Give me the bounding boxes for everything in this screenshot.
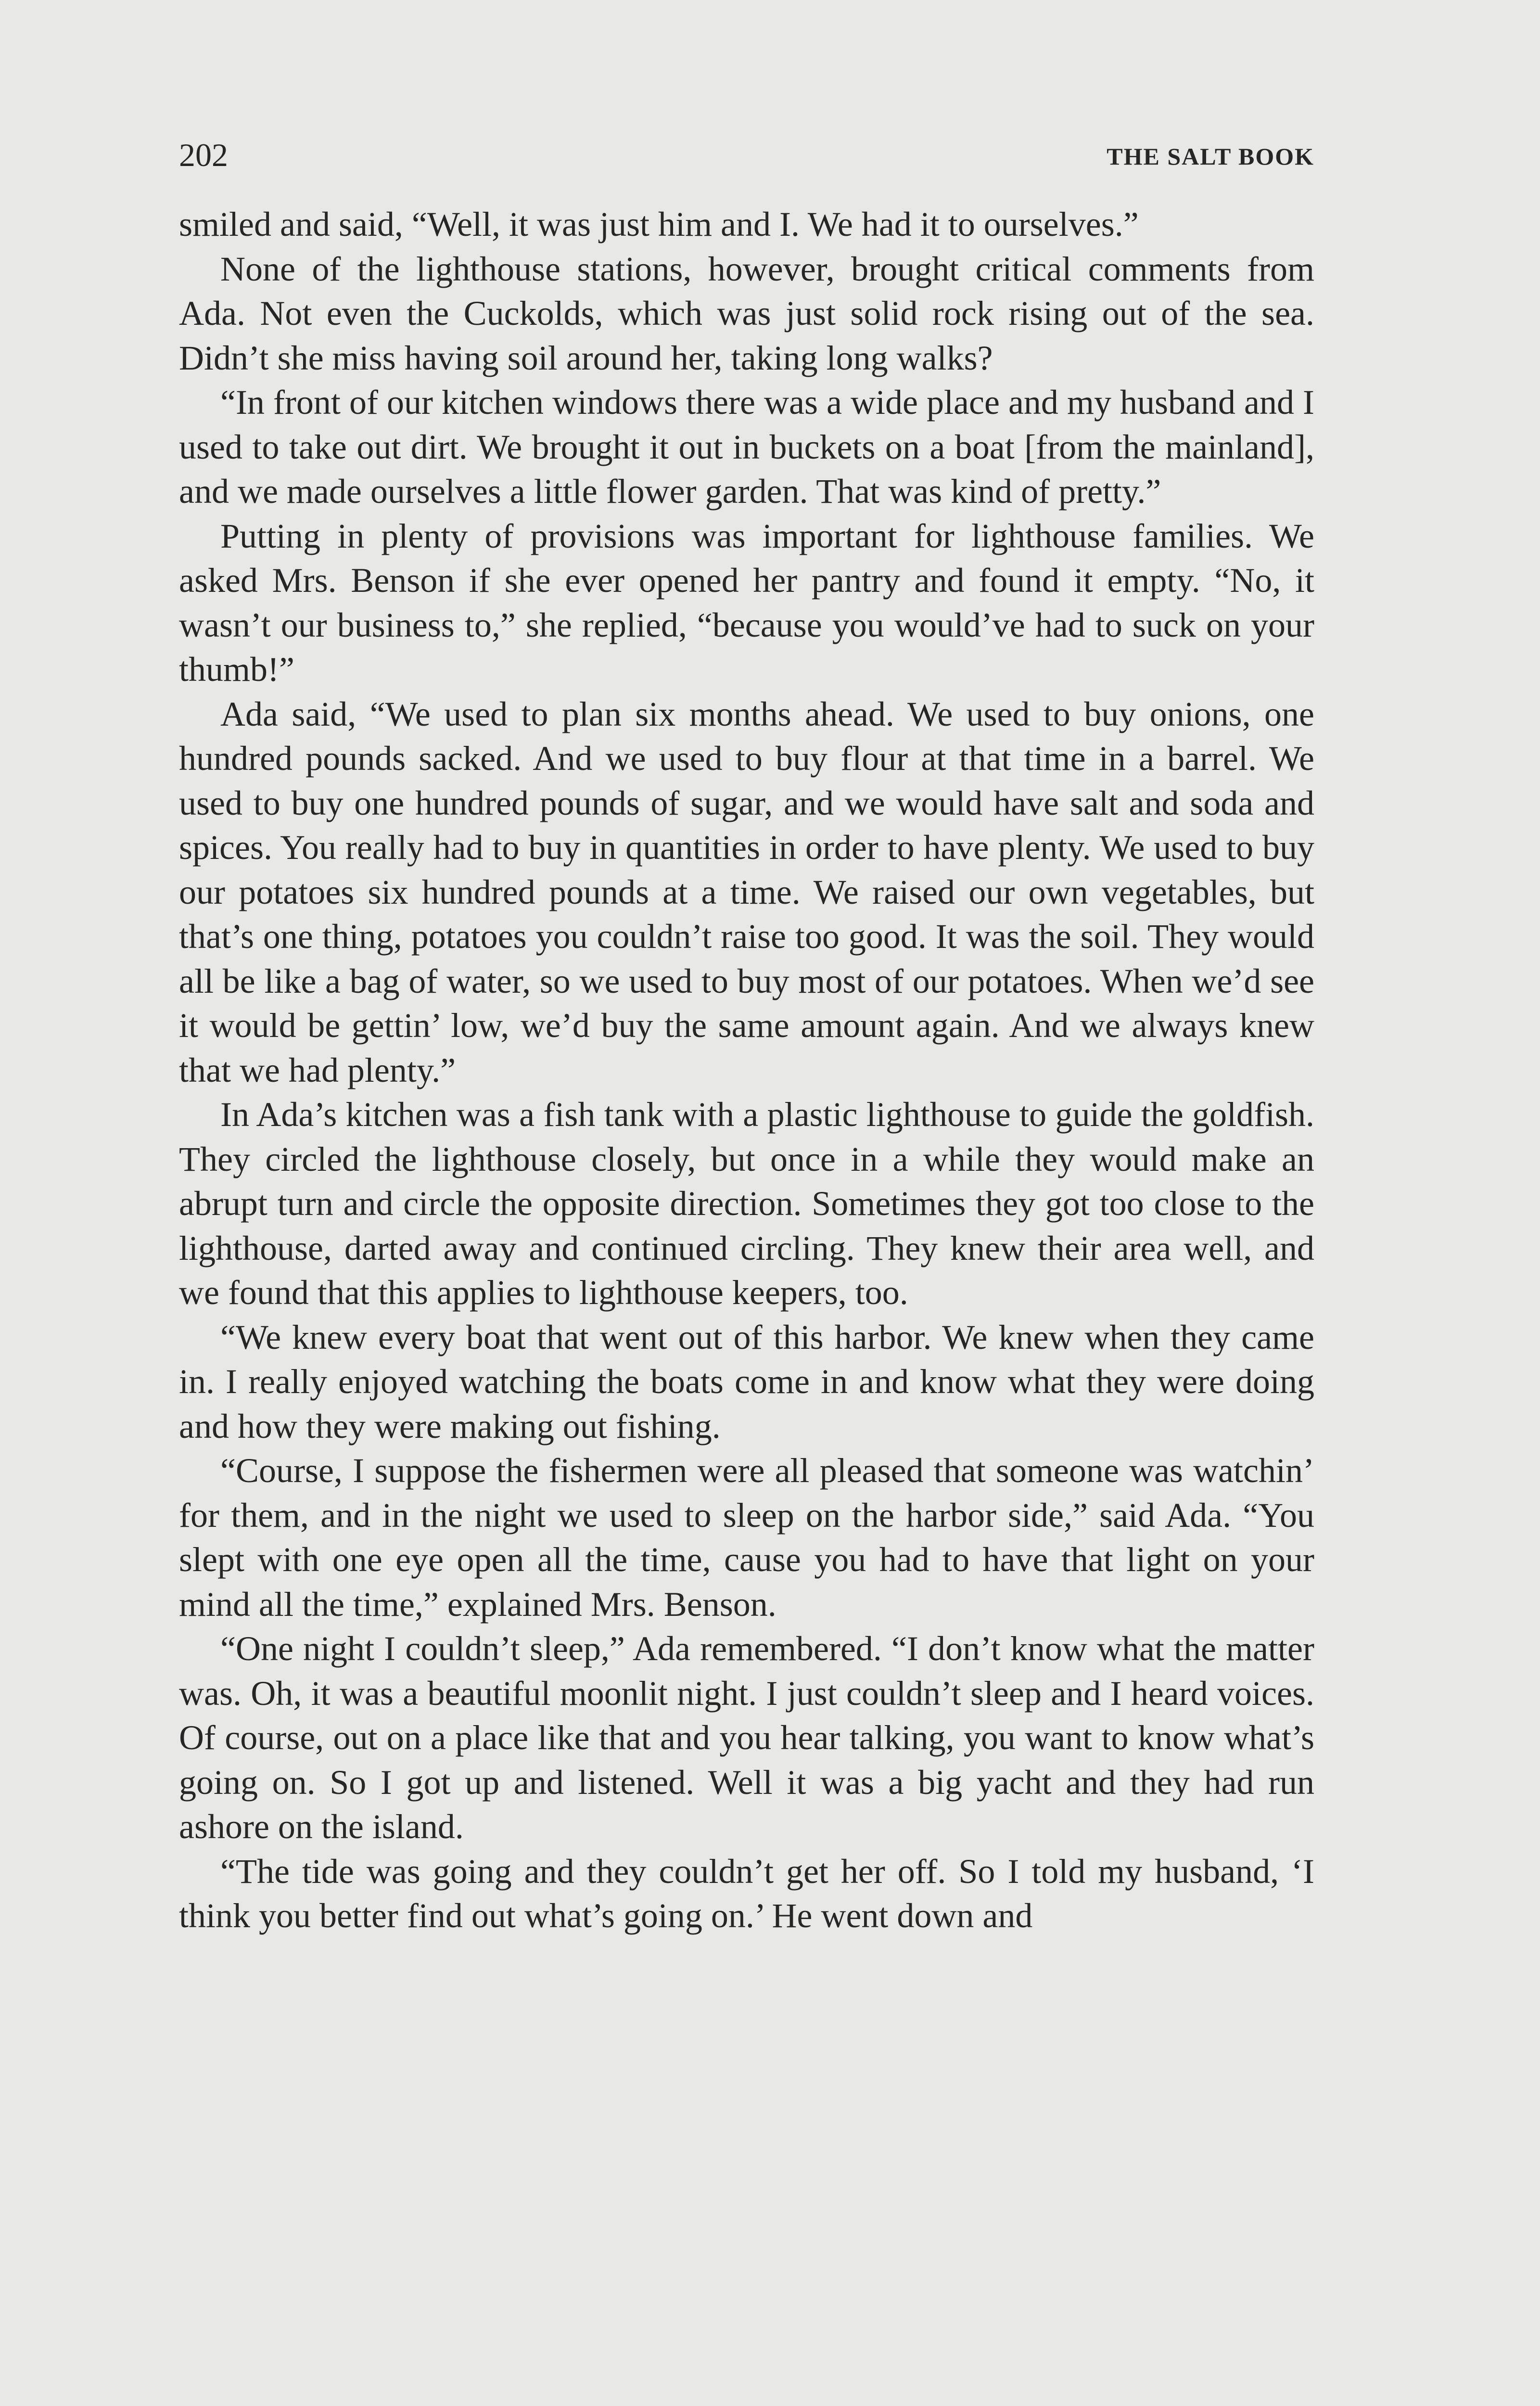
paragraph-2: None of the lighthouse stations, however, brought critical comments from Ada. Not even the Cuckolds, which was just solid rock rising out of the sea. Didn’t she miss having soil around her, taking long walks? [179, 249, 1314, 377]
running-head [179, 136, 1314, 174]
paragraph-3: “In front of our kitchen windows there was a wide place and my husband and I used to take out dirt. We brought it out in buckets on a boat [from the mainland], and we made ourselves a little flower garden. That was kind of pretty.” [179, 383, 1314, 511]
paragraph-6: In Ada’s kitchen was a fish tank with a plastic lighthouse to guide the goldfish. They circled the lighthouse closely, but once in a while they would make an abrupt turn and circle the opposite direction. Sometimes they got too close to the lighthouse, darted away and continued circling. They knew their area well, and we found that this applies to lighthouse keepers, too. [179, 1095, 1314, 1312]
running-title: THE SALT BOOK [1107, 143, 1314, 170]
page-number: 202 [179, 137, 228, 173]
body-text [179, 202, 1314, 1938]
paragraph-8: “Course, I suppose the fishermen were all pleased that someone was watchin’ for them, and in the night we used to sleep on the harbor side,” said Ada. “You slept with one eye open all the time, cause you had to have that light on your mind all the time,” explained Mrs. Benson. [179, 1451, 1314, 1624]
paragraph-1: smiled and said, “Well, it was just him and I. We had it to ourselves.” [179, 205, 1139, 243]
paragraph-4: Putting in plenty of provisions was important for lighthouse families. We asked Mrs. Benson if she ever opened her pantry and found it empty. “No, it wasn’t our business to,” she replied, “because you would’ve had to suck on your thumb!” [179, 516, 1314, 689]
paragraph-9: “One night I couldn’t sleep,” Ada remembered. “I don’t know what the matter was. Oh, it was a beautiful moonlit night. I just couldn’t sleep and I heard voices. Of course, out on a place like that and you hear talking, you want to know what’s going on. So I got up and listened. Well it was a big yacht and they had run ashore on the island. [179, 1629, 1314, 1846]
paragraph-7: “We knew every boat that went out of this harbor. We knew when they came in. I really enjoyed watching the boats come in and know what they were doing and how they were making out fishing. [179, 1318, 1314, 1446]
paragraph-10: “The tide was going and they couldn’t get her off. So I told my husband, ‘I think you better find out what’s going on.’ He went down and [179, 1852, 1314, 1935]
paragraph-5: Ada said, “We used to plan six months ahead. We used to buy onions, one hundred pounds sacked. And we used to buy flour at that time in a barrel. We used to buy one hundred pounds of sugar, and we would have salt and soda and spices. You really had to buy in quantities in order to have plenty. We used to buy our potatoes six hundred pounds at a time. We raised our own vegetables, but that’s one thing, potatoes you couldn’t raise too good. It was the soil. They would all be like a bag of water, so we used to buy most of our potatoes. When we’d see it would be gettin’ low, we’d buy the same amount again. And we always knew that we had plenty.” [179, 694, 1314, 1089]
